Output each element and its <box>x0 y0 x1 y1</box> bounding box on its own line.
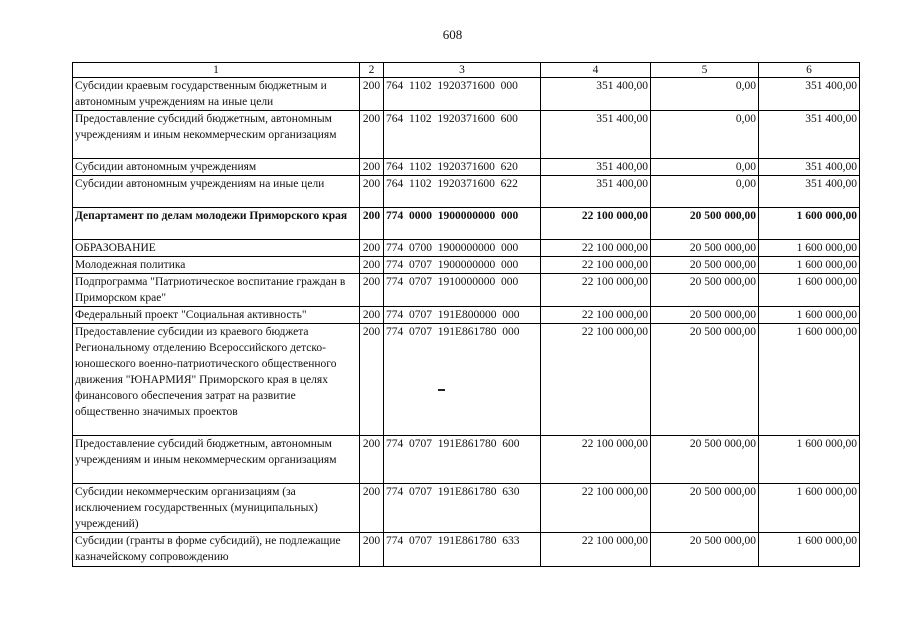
row-amount-cell: 20 500 000,00 <box>651 533 759 567</box>
row-name-cell: Субсидии краевым государственным бюджетным и автономным учреждениям на иные цели <box>73 78 360 111</box>
row-col2-cell: 200 <box>360 324 384 436</box>
row-name-cell: Субсидии некоммерческим организациям (за исключением государственных (муниципальных) учреждений) <box>73 484 360 533</box>
row-amount-cell: 351 400,00 <box>541 111 651 159</box>
row-amount-cell: 22 100 000,00 <box>541 533 651 567</box>
row-amount-cell: 22 100 000,00 <box>541 274 651 307</box>
row-name-cell: Федеральный проект "Социальная активность" <box>73 307 360 324</box>
row-name-cell: Молодежная политика <box>73 257 360 274</box>
row-code-cell: 774 0707 191E861780 000 <box>384 324 541 436</box>
table-row <box>73 307 860 324</box>
row-amount-cell: 1 600 000,00 <box>759 240 860 257</box>
table-row <box>73 176 860 208</box>
row-code-cell: 774 0700 1900000000 000 <box>384 240 541 257</box>
table-row <box>73 111 860 159</box>
row-code-cell: 774 0707 191E861780 633 <box>384 533 541 567</box>
row-amount-cell: 22 100 000,00 <box>541 484 651 533</box>
row-amount-cell: 351 400,00 <box>541 176 651 208</box>
table-row <box>73 208 860 240</box>
column-header: 6 <box>759 63 860 78</box>
row-col2-cell: 200 <box>360 176 384 208</box>
row-amount-cell: 351 400,00 <box>759 78 860 111</box>
row-amount-cell: 20 500 000,00 <box>651 240 759 257</box>
row-amount-cell: 20 500 000,00 <box>651 208 759 240</box>
row-amount-cell: 22 100 000,00 <box>541 208 651 240</box>
row-col2-cell: 200 <box>360 436 384 484</box>
row-amount-cell: 1 600 000,00 <box>759 484 860 533</box>
page-number: 608 <box>442 27 463 42</box>
row-amount-cell: 1 600 000,00 <box>759 307 860 324</box>
row-amount-cell: 22 100 000,00 <box>541 436 651 484</box>
row-code-cell: 774 0707 1910000000 000 <box>384 274 541 307</box>
row-amount-cell: 1 600 000,00 <box>759 257 860 274</box>
table-row <box>73 436 860 484</box>
row-amount-cell: 20 500 000,00 <box>651 307 759 324</box>
row-col2-cell: 200 <box>360 208 384 240</box>
row-amount-cell: 351 400,00 <box>759 111 860 159</box>
row-col2-cell: 200 <box>360 274 384 307</box>
row-amount-cell: 351 400,00 <box>759 159 860 176</box>
row-code-cell: 764 1102 1920371600 622 <box>384 176 541 208</box>
row-col2-cell: 200 <box>360 307 384 324</box>
row-amount-cell: 0,00 <box>651 78 759 111</box>
row-col2-cell: 200 <box>360 257 384 274</box>
row-col2-cell: 200 <box>360 240 384 257</box>
row-amount-cell: 20 500 000,00 <box>651 274 759 307</box>
row-amount-cell: 20 500 000,00 <box>651 436 759 484</box>
table-row <box>73 324 860 436</box>
row-amount-cell: 351 400,00 <box>541 78 651 111</box>
row-amount-cell: 1 600 000,00 <box>759 436 860 484</box>
row-amount-cell: 351 400,00 <box>759 176 860 208</box>
row-amount-cell: 20 500 000,00 <box>651 257 759 274</box>
row-name-cell: ОБРАЗОВАНИЕ <box>73 240 360 257</box>
row-amount-cell: 1 600 000,00 <box>759 208 860 240</box>
column-header: 5 <box>651 63 759 78</box>
row-amount-cell: 1 600 000,00 <box>759 533 860 567</box>
row-amount-cell: 22 100 000,00 <box>541 307 651 324</box>
row-amount-cell: 22 100 000,00 <box>541 324 651 436</box>
row-col2-cell: 200 <box>360 78 384 111</box>
row-code-cell: 764 1102 1920371600 000 <box>384 78 541 111</box>
table-row <box>73 257 860 274</box>
row-name-cell: Предоставление субсидии из краевого бюджета Региональному отделению Всероссийского детско-юношеского военно-патриотического общественного движения "ЮНАРМИЯ" Приморского края в целях финансового обеспечения затрат на развитие общественно значимых проектов <box>73 324 360 436</box>
row-name-cell: Департамент по делам молодежи Приморского края <box>73 208 360 240</box>
row-code-cell: 774 0707 191E800000 000 <box>384 307 541 324</box>
budget-table <box>72 62 860 567</box>
row-col2-cell: 200 <box>360 159 384 176</box>
row-amount-cell: 1 600 000,00 <box>759 324 860 436</box>
column-header: 3 <box>384 63 541 78</box>
table-row <box>73 159 860 176</box>
row-amount-cell: 351 400,00 <box>541 159 651 176</box>
column-header: 1 <box>73 63 360 78</box>
table-row <box>73 484 860 533</box>
row-amount-cell: 0,00 <box>651 111 759 159</box>
table-row <box>73 533 860 567</box>
table-row <box>73 240 860 257</box>
row-col2-cell: 200 <box>360 533 384 567</box>
table-header-row <box>73 63 860 78</box>
row-amount-cell: 0,00 <box>651 159 759 176</box>
row-code-cell: 774 0000 1900000000 000 <box>384 208 541 240</box>
row-amount-cell: 20 500 000,00 <box>651 324 759 436</box>
row-code-cell: 774 0707 1900000000 000 <box>384 257 541 274</box>
row-code-cell: 764 1102 1920371600 620 <box>384 159 541 176</box>
row-amount-cell: 0,00 <box>651 176 759 208</box>
row-code-cell: 774 0707 191E861780 630 <box>384 484 541 533</box>
stray-dash-mark <box>438 389 445 391</box>
row-amount-cell: 22 100 000,00 <box>541 257 651 274</box>
column-header: 2 <box>360 63 384 78</box>
table-row <box>73 274 860 307</box>
row-amount-cell: 22 100 000,00 <box>541 240 651 257</box>
row-amount-cell: 1 600 000,00 <box>759 274 860 307</box>
row-col2-cell: 200 <box>360 111 384 159</box>
row-name-cell: Предоставление субсидий бюджетным, автономным учреждениям и иным некоммерческим организациям <box>73 436 360 484</box>
row-name-cell: Субсидии автономным учреждениям на иные цели <box>73 176 360 208</box>
row-name-cell: Подпрограмма "Патриотическое воспитание граждан в Приморском крае" <box>73 274 360 307</box>
row-code-cell: 764 1102 1920371600 600 <box>384 111 541 159</box>
row-name-cell: Субсидии (гранты в форме субсидий), не подлежащие казначейскому сопровождению <box>73 533 360 567</box>
row-col2-cell: 200 <box>360 484 384 533</box>
table-row <box>73 78 860 111</box>
row-code-cell: 774 0707 191E861780 600 <box>384 436 541 484</box>
row-name-cell: Субсидии автономным учреждениям <box>73 159 360 176</box>
row-name-cell: Предоставление субсидий бюджетным, автономным учреждениям и иным некоммерческим организациям <box>73 111 360 159</box>
column-header: 4 <box>541 63 651 78</box>
row-amount-cell: 20 500 000,00 <box>651 484 759 533</box>
